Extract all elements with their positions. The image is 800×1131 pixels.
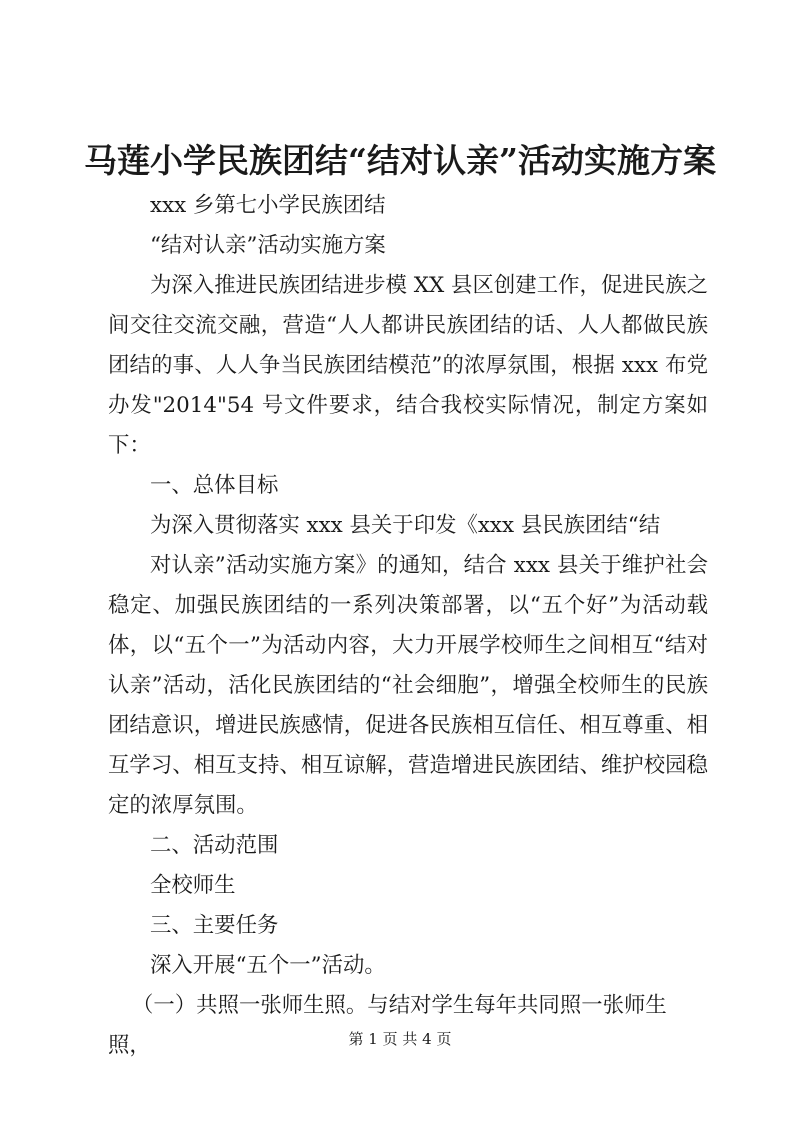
section-heading-main-tasks: 三、主要任务 bbox=[150, 913, 279, 938]
paragraph-goal-line-1: 为深入贯彻落实 xxx 县关于印发《xxx 县民族团结“结 bbox=[150, 513, 661, 538]
paragraph-tasks-intro: 深入开展“五个一”活动。 bbox=[150, 953, 386, 978]
page-footer: 第 1 页 共 4 页 bbox=[348, 1030, 452, 1048]
document-body bbox=[108, 186, 708, 1066]
paragraph-intro: 为深入推进民族团结进步模 XX 县区创建工作，促进民族之间交往交流交融，营造“人人都讲民族团结的话、人人都做民族团结的事、人人争当民族团结模范”的浓厚氛围，根据 xxx 布党办发"2014"54 号文件要求，结合我校实际情况，制定方案如下： bbox=[108, 273, 708, 458]
paragraph-subtitle-line-2: “结对认亲”活动实施方案 bbox=[150, 233, 386, 258]
document-title: 马莲小学民族团结“结对认亲”活动实施方案 bbox=[84, 141, 716, 180]
section-heading-scope: 二、活动范围 bbox=[150, 833, 279, 858]
paragraph-goal-body: 对认亲”活动实施方案》的通知，结合 xxx 县关于维护社会稳定、加强民族团结的一系列决策部署，以“五个好”为活动载体，以“五个一”为活动内容，大力开展学校师生之间相互“结对认亲”活动，活化民族团结的“社会细胞”，增强全校师生的民族团结意识，增进民族感情，促进各民族相互信任、相互尊重、相互学习、相互支持、相互谅解，营造增进民族团结、维护校园稳定的浓厚氛围。 bbox=[108, 553, 708, 818]
section-heading-overall-goal: 一、总体目标 bbox=[150, 473, 279, 498]
paragraph-subtitle-line-1: xxx 乡第七小学民族团结 bbox=[150, 193, 386, 218]
paragraph-scope: 全校师生 bbox=[150, 873, 236, 898]
paragraph-task-1: （一）共照一张师生照。与结对学生每年共同照一张师生照， bbox=[108, 993, 667, 1058]
